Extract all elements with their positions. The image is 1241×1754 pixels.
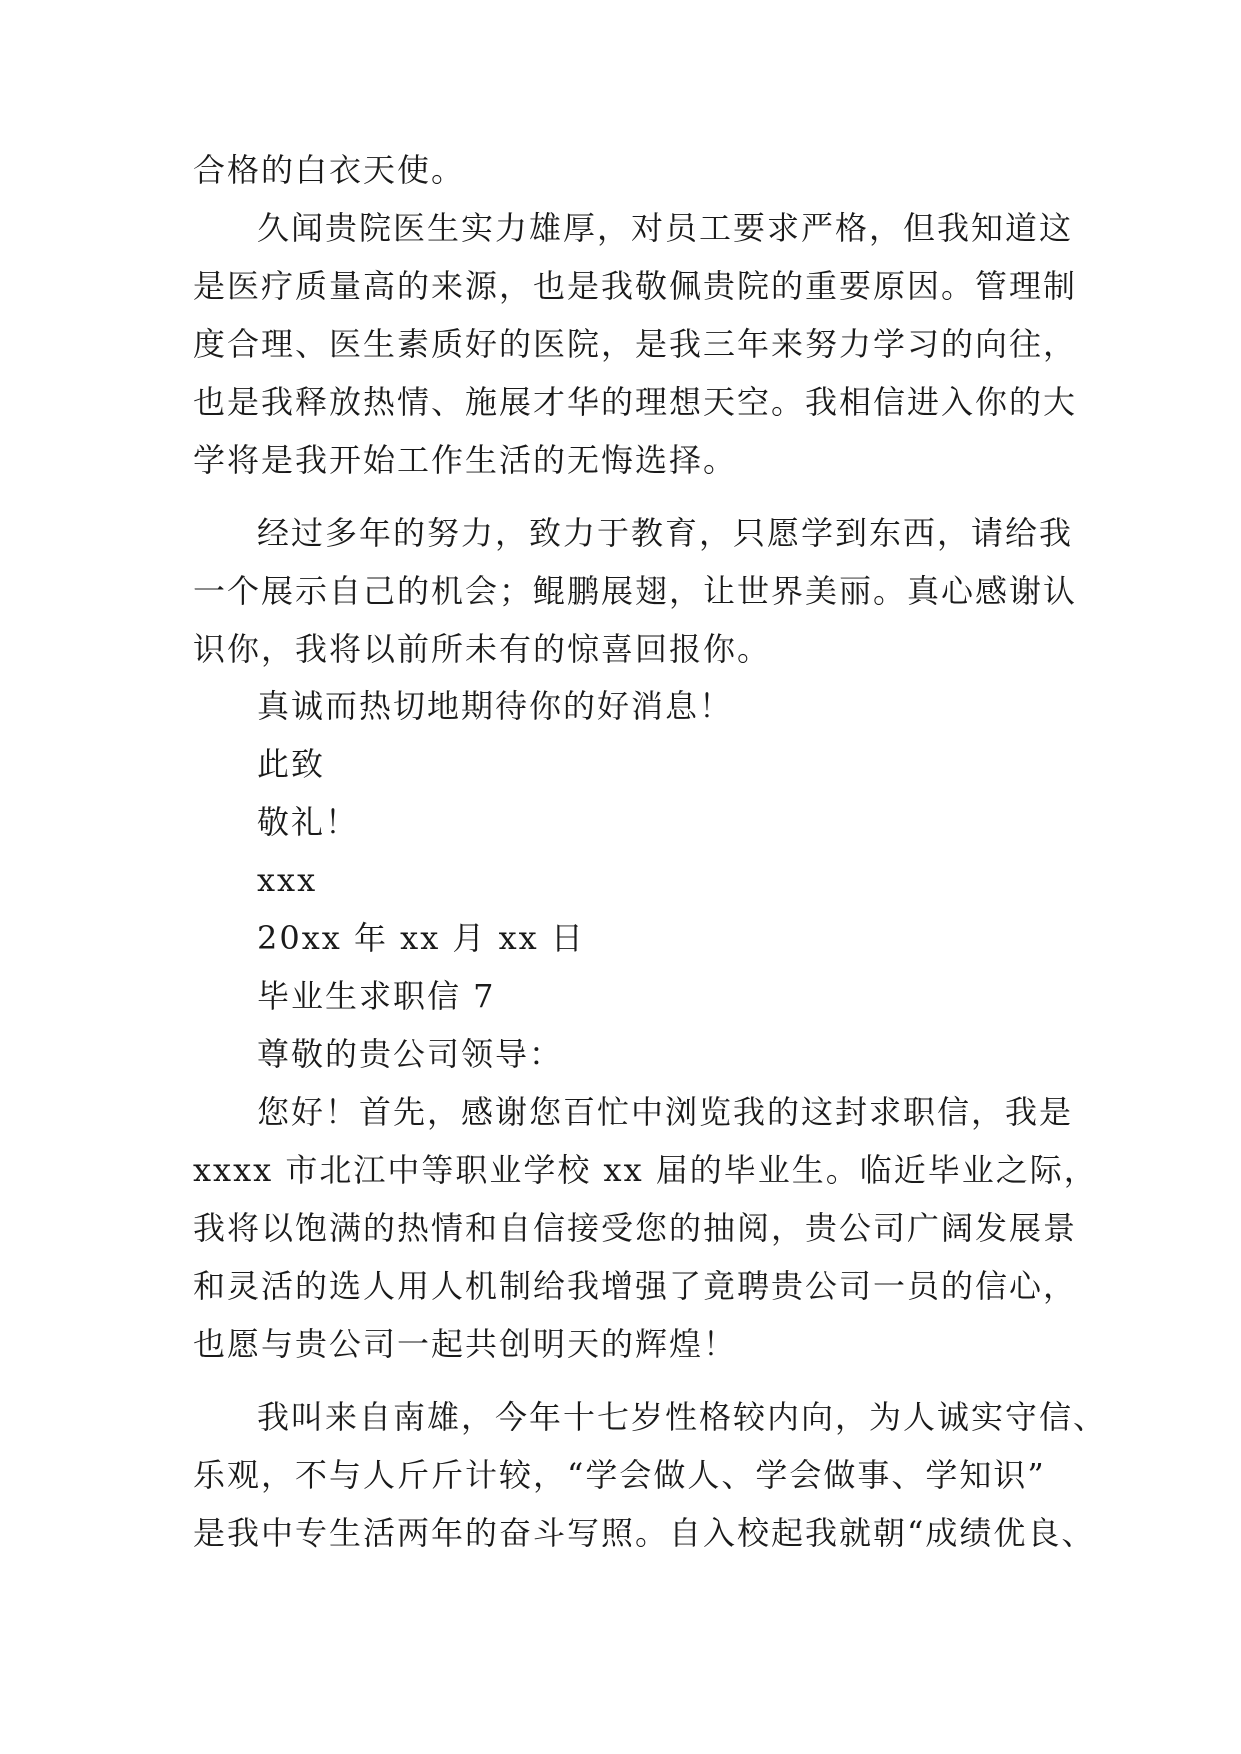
paragraph-start: 经过多年的努力，致力于教育，只愿学到东西，请给我 xyxy=(257,514,1074,552)
section-title: 毕业生求职信 7 xyxy=(257,977,496,1015)
salutation-line: 敬礼！ xyxy=(257,803,360,841)
paragraph-start: 我叫来自南雄，今年十七岁性格较内向，为人诚实守信、 xyxy=(257,1398,1108,1436)
text-line: 我将以饱满的热情和自信接受您的抽阅，贵公司广阔发展景 xyxy=(193,1209,1078,1247)
signature-name: xxx xyxy=(257,861,318,899)
paragraph-start: 您好！首先，感谢您百忙中浏览我的这封求职信，我是 xyxy=(257,1093,1074,1131)
text-line: 也是我释放热情、施展才华的理想天空。我相信进入你的大 xyxy=(193,383,1078,421)
salutation-line: 此致 xyxy=(257,745,326,783)
text-line: 合格的白衣天使。 xyxy=(193,151,466,189)
text-line: 识你，我将以前所未有的惊喜回报你。 xyxy=(193,630,772,668)
text-line: 一个展示自己的机会；鲲鹏展翅，让世界美丽。真心感谢认 xyxy=(193,572,1078,610)
text-line: 是医疗质量高的来源，也是我敬佩贵院的重要原因。管理制 xyxy=(193,267,1078,305)
paragraph-start: 久闻贵院医生实力雄厚，对员工要求严格，但我知道这 xyxy=(257,209,1074,247)
greeting-line: 尊敬的贵公司领导： xyxy=(257,1035,564,1073)
text-line: 学将是我开始工作生活的无悔选择。 xyxy=(193,441,738,479)
signature-date: 20xx 年 xx 月 xx 日 xyxy=(257,919,585,957)
text-line: 度合理、医生素质好的医院，是我三年来努力学习的向往， xyxy=(193,325,1078,363)
text-line: xxxx 市北江中等职业学校 xx 届的毕业生。临近毕业之际， xyxy=(193,1151,1098,1189)
text-line: 乐观，不与人斤斤计较，“学会做人、学会做事、学知识” xyxy=(193,1456,1046,1494)
text-line: 也愿与贵公司一起共创明天的辉煌！ xyxy=(193,1325,738,1363)
closing-line: 真诚而热切地期待你的好消息！ xyxy=(257,687,734,725)
text-line: 是我中专生活两年的奋斗写照。自入校起我就朝“成绩优良、 xyxy=(193,1514,1096,1552)
text-line: 和灵活的选人用人机制给我增强了竟聘贵公司一员的信心， xyxy=(193,1267,1078,1305)
